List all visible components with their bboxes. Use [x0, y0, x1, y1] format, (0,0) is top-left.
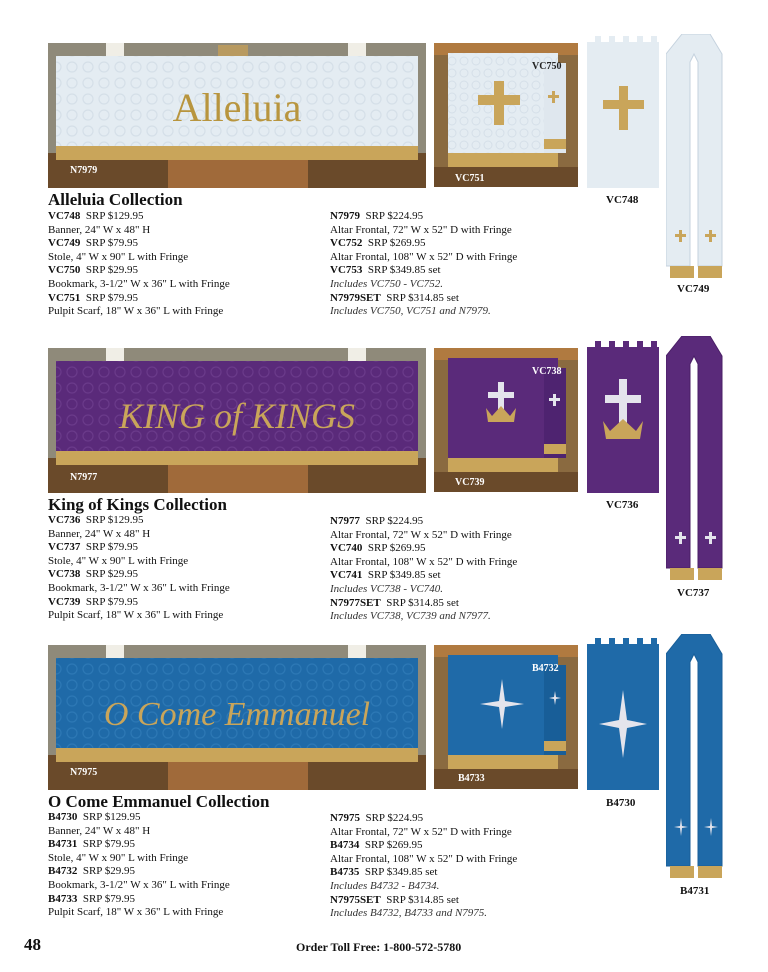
altar-frontal-photo: [48, 348, 426, 493]
code-bookmark: B4732: [532, 663, 559, 674]
item-b4731: B4731 SRP $79.95 Stole, 4" W x 90" L with Fringe: [48, 838, 189, 864]
banner-photo: [585, 638, 661, 790]
item-vc736: VC736 SRP $129.95 Banner, 24" W x 48" H: [48, 514, 151, 540]
item-list-left: [48, 210, 230, 319]
code-scarf: VC751: [455, 173, 485, 184]
item-vc749: VC749 SRP $79.95 Stole, 4" W x 90" L with Fringe: [48, 237, 189, 263]
item-b4733: B4733 SRP $79.95 Pulpit Scarf, 18" W x 36" L with Fringe: [48, 892, 224, 919]
item-vc739: VC739 SRP $79.95 Pulpit Scarf, 18" W x 36" L with Fringe: [48, 595, 224, 622]
collection-title: O Come Emmanuel Collection: [48, 792, 270, 811]
item-vc748: VC748 SRP $129.95 Banner, 24" W x 48" H: [48, 210, 151, 236]
banner-photo: [585, 36, 661, 188]
item-list-left: [48, 514, 230, 623]
item-n7977: N7977 SRP $224.95 Altar Frontal, 72" W x 52" D with Fringe: [330, 515, 512, 541]
altar-frontal-photo: [48, 645, 426, 790]
item-vc740: VC740 SRP $269.95 Altar Frontal, 108" W x 52" D with Fringe: [330, 542, 518, 568]
altar-frontal-photo: [48, 43, 426, 188]
caption-banner: B4730: [606, 797, 636, 809]
item-n7975: N7975 SRP $224.95 Altar Frontal, 72" W x 52" D with Fringe: [330, 812, 512, 838]
frontal-text: O Come Emmanuel: [103, 696, 371, 733]
item-vc737: VC737 SRP $79.95 Stole, 4" W x 90" L with Fringe: [48, 541, 189, 567]
item-b4735: B4735 SRP $349.85 set Includes B4732 - B4734.: [330, 866, 440, 892]
frontal-text: Alleluia: [172, 85, 302, 130]
item-vc738: VC738 SRP $29.95 Bookmark, 3-1/2" W x 36" L with Fringe: [48, 568, 230, 594]
collection-title: Alleluia Collection: [48, 190, 183, 209]
code-frontal: N7979: [70, 165, 98, 176]
item-vc753: VC753 SRP $349.85 set Includes VC750 - VC752.: [330, 264, 444, 290]
item-b4734: B4734 SRP $269.95 Altar Frontal, 108" W x 52" D with Fringe: [330, 839, 518, 865]
stole-photo: [666, 634, 726, 880]
item-vc751: VC751 SRP $79.95 Pulpit Scarf, 18" W x 36" L with Fringe: [48, 291, 224, 318]
stole-photo: [666, 34, 726, 280]
stole-photo: [666, 336, 726, 582]
collection-title: King of Kings Collection: [48, 495, 227, 514]
banner-photo: [585, 341, 661, 493]
caption-banner: VC748: [606, 194, 639, 206]
caption-banner: VC736: [606, 499, 639, 511]
code-scarf: B4733: [458, 773, 485, 784]
item-b4730: B4730 SRP $129.95 Banner, 24" W x 48" H: [48, 811, 151, 837]
page-number: 48: [24, 935, 41, 954]
code-bookmark: VC738: [532, 366, 562, 377]
item-n7979: N7979 SRP $224.95 Altar Frontal, 72" W x 52" D with Fringe: [330, 210, 512, 236]
item-list-right: [330, 210, 517, 319]
code-bookmark: VC750: [532, 61, 562, 72]
item-list-right: [330, 812, 517, 921]
item-n7979set: N7979SET SRP $314.85 set Includes VC750, VC751 and N7979.: [330, 291, 491, 318]
caption-stole: VC749: [677, 283, 710, 295]
code-frontal: N7977: [70, 472, 98, 483]
item-vc750: VC750 SRP $29.95 Bookmark, 3-1/2" W x 36" L with Fringe: [48, 264, 230, 290]
code-scarf: VC739: [455, 477, 485, 488]
item-list-left: [48, 811, 230, 920]
item-n7977set: N7977SET SRP $314.85 set Includes VC738, VC739 and N7977.: [330, 596, 491, 623]
item-list-right: [330, 515, 517, 624]
caption-stole: VC737: [677, 587, 710, 599]
code-frontal: N7975: [70, 767, 98, 778]
frontal-text: KING of KINGS: [118, 396, 356, 436]
item-b4732: B4732 SRP $29.95 Bookmark, 3-1/2" W x 36" L with Fringe: [48, 865, 230, 891]
item-vc752: VC752 SRP $269.95 Altar Frontal, 108" W x 52" D with Fringe: [330, 237, 518, 263]
caption-stole: B4731: [680, 885, 710, 897]
item-n7975set: N7975SET SRP $314.85 set Includes B4732, B4733 and N7975.: [330, 893, 488, 920]
order-toll-free: Order Toll Free: 1-800-572-5780: [296, 940, 462, 954]
item-vc741: VC741 SRP $349.85 set Includes VC738 - VC740.: [330, 569, 444, 595]
